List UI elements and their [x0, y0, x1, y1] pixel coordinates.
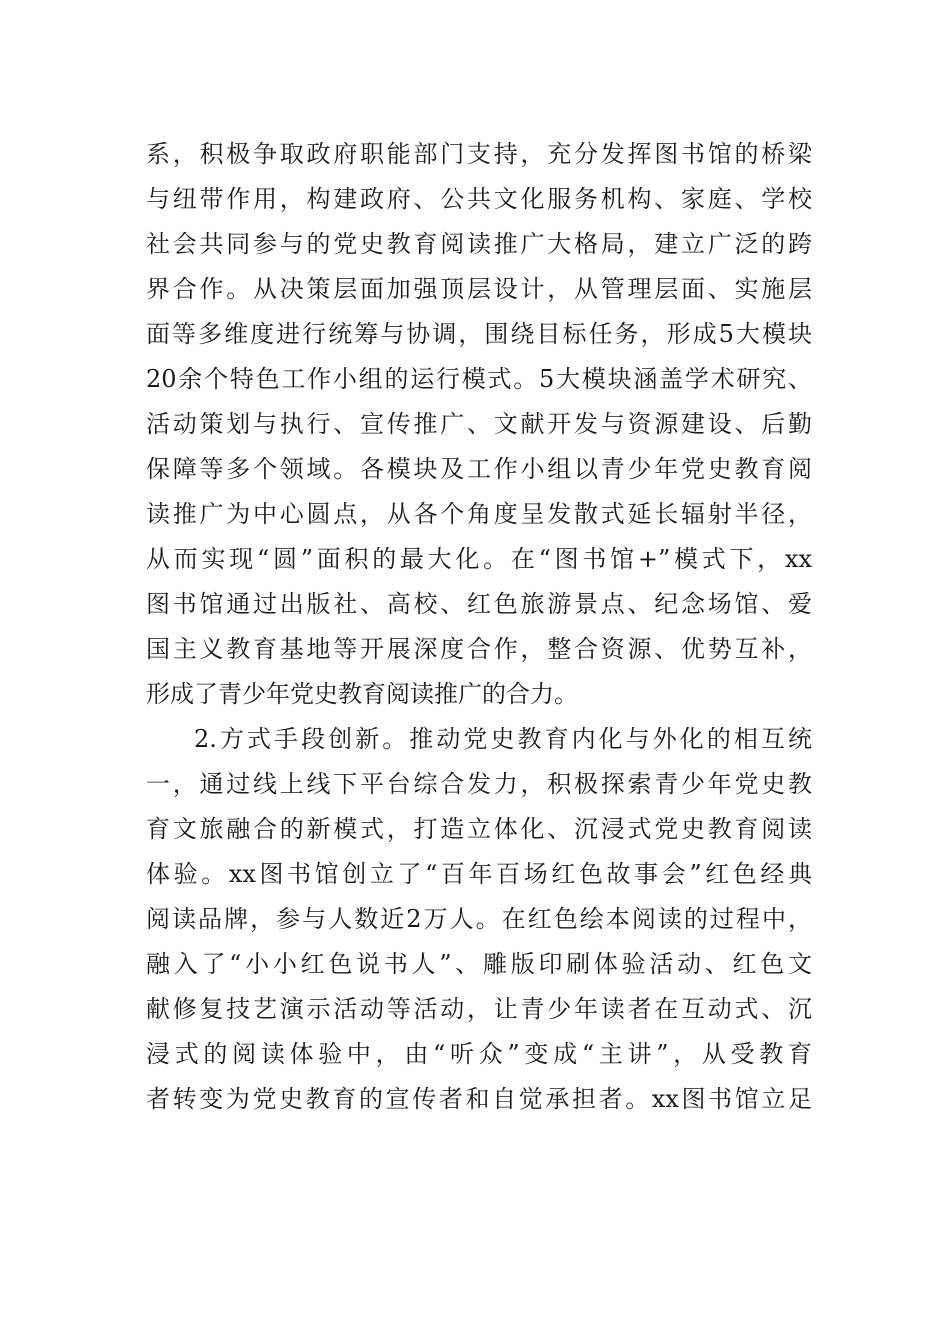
text-line: 系，积极争取政府职能部门支持，充分发挥图书馆的桥梁 [146, 140, 812, 168]
text-line: 读推广为中心圆点，从各个角度呈发散式延长辐射半径， [146, 500, 812, 528]
text-line: 一，通过线上线下平台综合发力，积极探索青少年党史教 [146, 770, 812, 798]
text-line: 体验。xx图书馆创立了“百年百场红色故事会”红色经典 [146, 860, 812, 888]
text-line: 图书馆通过出版社、高校、红色旅游景点、纪念场馆、爱 [146, 590, 812, 618]
paragraph-last-line: 形成了青少年党史教育阅读推广的合力。 [146, 680, 578, 708]
text-line: 与纽带作用，构建政府、公共文化服务机构、家庭、学校 [146, 185, 812, 213]
text-line: 浸式的阅读体验中，由“听众”变成“主讲”，从受教育 [146, 1040, 812, 1068]
text-line: 活动策划与执行、宣传推广、文献开发与资源建设、后勤 [146, 410, 812, 438]
section-2-heading-line: 2.方式手段创新。推动党史教育内化与外化的相互统 [194, 725, 812, 753]
body-text [146, 132, 812, 1122]
text-line: 20余个特色工作小组的运行模式。5大模块涵盖学术研究、 [146, 365, 812, 393]
text-line: 从而实现“圆”面积的最大化。在“图书馆+”模式下，xx [146, 545, 812, 573]
text-line: 保障等多个领域。各模块及工作小组以青少年党史教育阅 [146, 455, 812, 483]
text-line: 者转变为党史教育的宣传者和自觉承担者。xx图书馆立足 [146, 1085, 812, 1113]
text-line: 国主义教育基地等开展深度合作，整合资源、优势互补， [146, 635, 812, 663]
text-line: 献修复技艺演示活动等活动，让青少年读者在互动式、沉 [146, 995, 812, 1023]
text-line: 融入了“小小红色说书人”、雕版印刷体验活动、红色文 [146, 950, 812, 978]
text-line: 育文旅融合的新模式，打造立体化、沉浸式党史教育阅读 [146, 815, 812, 843]
text-line: 界合作。从决策层面加强顶层设计，从管理层面、实施层 [146, 275, 812, 303]
text-line: 阅读品牌，参与人数近2万人。在红色绘本阅读的过程中， [146, 905, 812, 933]
text-line: 面等多维度进行统筹与协调，围绕目标任务，形成5大模块 [146, 320, 812, 348]
text-line: 社会共同参与的党史教育阅读推广大格局，建立广泛的跨 [146, 230, 812, 258]
